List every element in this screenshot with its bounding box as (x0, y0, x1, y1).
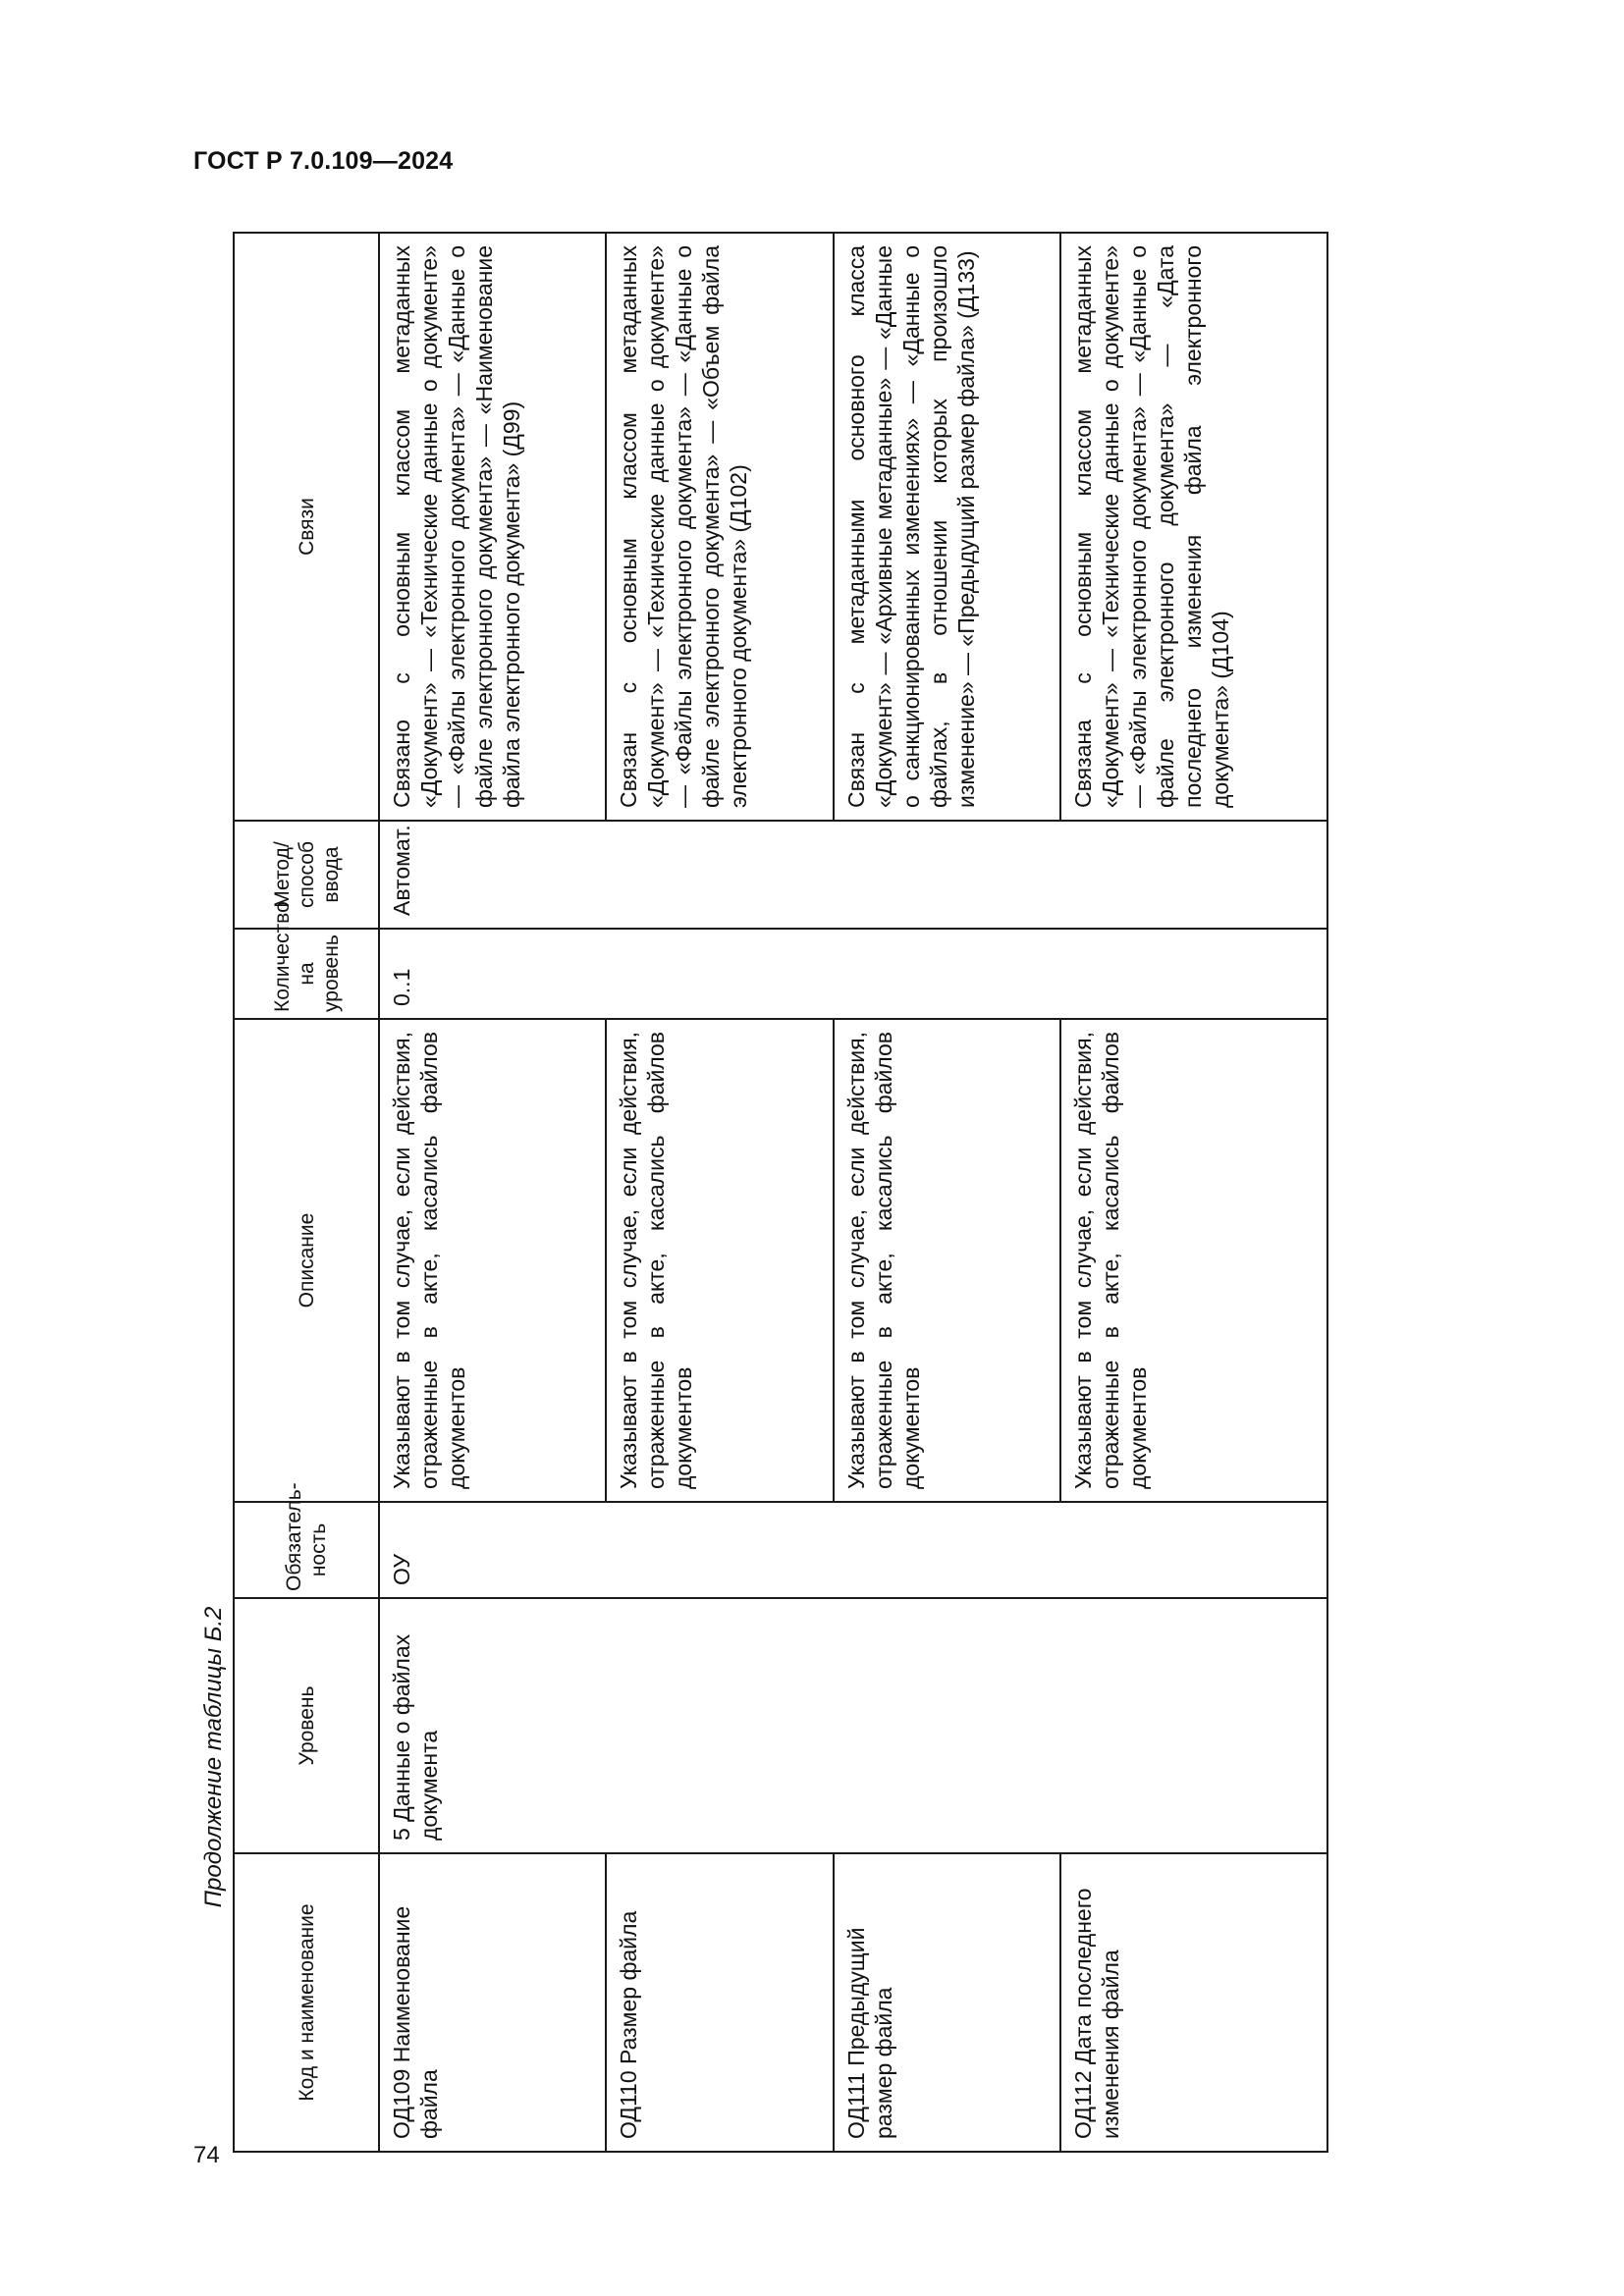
cell-level: 5 Данные о файлах документа (379, 1598, 1327, 1853)
cell-code-name: ОД110 Размер файла (606, 1853, 833, 2152)
header-links: Связи (234, 233, 379, 821)
cell-code-name: ОД112 Дата последнего изменения файла (1060, 1853, 1327, 2152)
header-method: Метод/ способ ввода (234, 821, 379, 929)
cell-code-name: ОД111 Предыдущий размер файла (834, 1853, 1060, 2152)
cell-description: Указывают в том случае, если действия, отраженные в акте, касались файлов документов (834, 1019, 1060, 1502)
header-mandatory: Обязатель-ность (234, 1502, 379, 1598)
table-caption: Продолжение таблицы Б.2 (200, 1606, 227, 1908)
page-number: 74 (193, 2142, 220, 2168)
document-header: ГОСТ Р 7.0.109—2024 (193, 147, 454, 175)
header-description: Описание (234, 1019, 379, 1502)
rotated-table-container (233, 234, 1328, 2153)
header-code-name: Код и наименование (234, 1853, 379, 2152)
cell-description: Указывают в том случае, если действия, отраженные в акте, касались файлов документов (1060, 1019, 1327, 1502)
cell-links: Связана с основным классом метаданных «Документ» — «Технические данные о документе» — «Файлы электронного документа» — «Данные о файле электронного документа» — «Дата последнего изменения файла электронного документа» (Д104) (1060, 233, 1327, 821)
cell-quantity: 0..1 (379, 929, 1327, 1019)
table-row (1060, 233, 1327, 2152)
table-row (834, 233, 1060, 2152)
cell-description: Указывают в том случае, если действия, отраженные в акте, касались файлов документов (379, 1019, 606, 1502)
table-row (606, 233, 833, 2152)
cell-code-name: ОД109 Наименование файла (379, 1853, 606, 2152)
table-header-row (234, 233, 379, 2152)
cell-method: Автомат. (379, 821, 1327, 929)
cell-links: Связан с основным классом метаданных «Документ» — «Технические данные о документе» — «Файлы электронного документа» — «Данные о файле электронного документа» — «Объем файла электронного документа» (Д102) (606, 233, 833, 821)
header-level: Уровень (234, 1598, 379, 1853)
cell-mandatory: ОУ (379, 1502, 1327, 1598)
header-quantity: Количество на уровень (234, 929, 379, 1019)
metadata-table (233, 232, 1328, 2153)
cell-description: Указывают в том случае, если действия, отраженные в акте, касались файлов документов (606, 1019, 833, 1502)
cell-links: Связано с основным классом метаданных «Документ» — «Технические данные о документе» — «Файлы электронного документа» — «Данные о файле электронного документа» — «Наименование файла электронного документа» (Д99) (379, 233, 606, 821)
cell-links: Связан с метаданными основного класса «Документ» — «Архивные метаданные» — «Данные о санкционированных изменениях» — «Данные о файлах, в отношении которых произошло изменение» — «Предыдущий размер файла» (Д133) (834, 233, 1060, 821)
table-row (379, 233, 606, 2152)
